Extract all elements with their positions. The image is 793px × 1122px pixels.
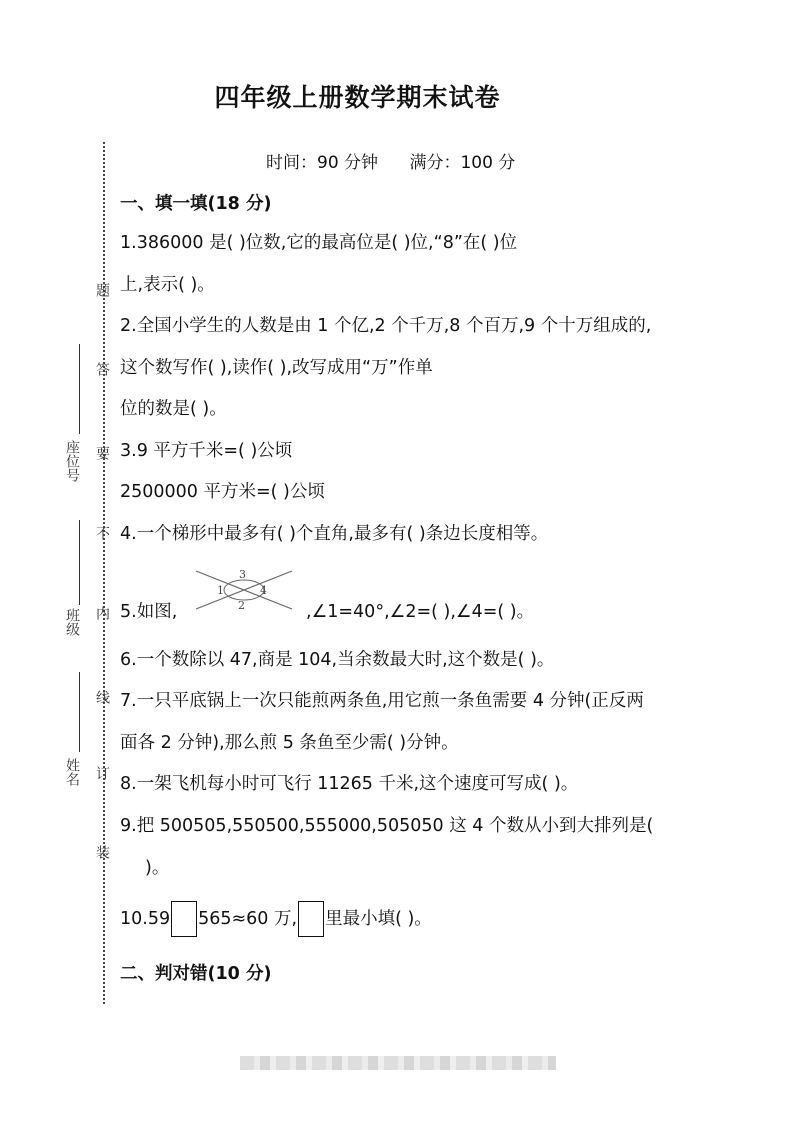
margin-char: 题 — [94, 283, 110, 297]
class-label: 班级 — [64, 608, 80, 636]
page-title: 四年级上册数学期末试卷 — [214, 83, 501, 112]
angle-label-1: 1 — [217, 584, 224, 597]
digit-box — [298, 901, 324, 937]
class-blank-line — [79, 520, 80, 605]
binding-dotted-line — [103, 142, 105, 1004]
margin-char: 要 — [94, 446, 110, 460]
question-7-line-1: 7.一只平底锅上一次只能煎两条鱼,用它煎一条鱼需要 4 分钟(正反两 — [120, 691, 644, 711]
question-6: 6.一个数除以 47,商是 104,当余数最大时,这个数是( )。 — [120, 650, 555, 670]
question-3-line-1: 3.9 平方千米=( )公顷 — [120, 441, 293, 461]
exam-time: 时间：90 分钟 — [266, 153, 379, 173]
question-2-line-2: 这个数写作( ),读作( ),改写成用“万”作单 — [120, 358, 433, 378]
section-heading: 二、判对错(10 分) — [120, 964, 272, 984]
angle-figure — [192, 565, 297, 613]
question-10-part-3: 里最小填( )。 — [325, 909, 432, 929]
angle-label-4: 4 — [260, 584, 267, 597]
question-4: 4.一个梯形中最多有( )个直角,最多有( )条边长度相等。 — [120, 524, 549, 544]
question-10 — [120, 901, 432, 937]
question-5-suffix: ,∠1=40°,∠2=( ),∠4=( )。 — [306, 602, 535, 622]
question-1-line-1: 1.386000 是( )位数,它的最高位是( )位,“8”在( )位 — [120, 233, 518, 253]
question-2-line-3: 位的数是( )。 — [120, 399, 227, 419]
angle-label-3: 3 — [239, 568, 246, 581]
question-5-prefix: 5.如图, — [120, 602, 178, 622]
seat-label: 座位号 — [64, 440, 80, 482]
margin-char: 内 — [94, 606, 110, 620]
seat-blank-line — [79, 344, 80, 434]
question-3-line-2: 2500000 平方米=( )公顷 — [120, 482, 325, 502]
section-heading: 一、填一填(18 分) — [120, 194, 272, 214]
margin-char: 答 — [94, 362, 110, 376]
question-10-part-2: 565≈60 万, — [198, 909, 298, 929]
question-10-part-1: 10.59 — [120, 909, 171, 929]
digit-box — [171, 901, 197, 937]
question-1-line-2: 上,表示( )。 — [120, 275, 215, 295]
exam-full-score: 满分：100 分 — [409, 153, 516, 173]
margin-char: 不 — [94, 526, 110, 540]
margin-char: 装 — [94, 845, 110, 859]
question-8: 8.一架飞机每小时可飞行 11265 千米,这个速度可写成( )。 — [120, 774, 579, 794]
name-label: 姓名 — [64, 758, 80, 786]
angle-label-2: 2 — [238, 599, 245, 612]
name-blank-line — [79, 672, 80, 752]
question-9-line-1: 9.把 500505,550500,555000,505050 这 4 个数从小到大排列是( — [120, 816, 654, 836]
blurred-footer — [240, 1056, 556, 1070]
question-2-line-1: 2.全国小学生的人数是由 1 个亿,2 个千万,8 个百万,9 个十万组成的, — [120, 316, 652, 336]
exam-meta — [266, 148, 541, 173]
margin-char: 线 — [94, 690, 110, 704]
margin-char: 订 — [94, 766, 110, 780]
question-9-line-2: )。 — [145, 858, 170, 878]
question-7-line-2: 面各 2 分钟),那么煎 5 条鱼至少需( )分钟。 — [120, 733, 459, 753]
